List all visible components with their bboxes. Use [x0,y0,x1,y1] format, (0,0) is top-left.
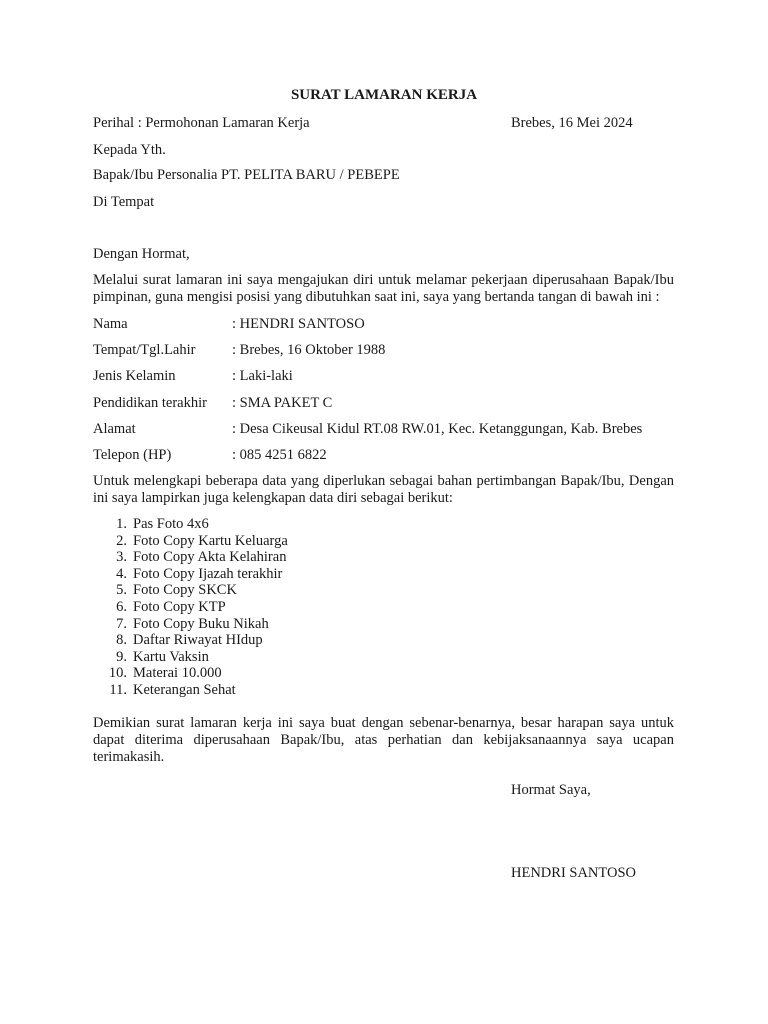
list-item-text: Foto Copy Kartu Keluarga [133,532,288,549]
field-value-nama: : HENDRI SANTOSO [232,316,365,332]
field-label-pendidikan: Pendidikan terakhir [93,395,207,411]
signature-name: HENDRI SANTOSO [511,865,637,881]
list-item-number: 7. [116,615,127,632]
field-label-alamat: Alamat [93,421,136,437]
field-label-nama: Nama [93,316,128,332]
list-item [93,616,288,633]
field-value-telepon: : 085 4251 6822 [232,447,327,463]
letter-subject: Perihal : Permohonan Lamaran Kerja [93,115,310,131]
attachments-intro: Untuk melengkapi beberapa data yang diperlukan sebagai bahan pertimbangan Bapak/Ibu, Dengan ini saya lampirkan juga kelengkapan data diri sebagai berikut: [93,473,674,506]
list-item [93,566,288,583]
attachments-list [93,516,288,699]
field-label-ttl: Tempat/Tgl.Lahir [93,342,196,358]
list-item-number: 5. [116,582,127,599]
field-label-telepon: Telepon (HP) [93,447,172,463]
list-item-number: 11. [109,681,127,698]
list-item-text: Pas Foto 4x6 [133,516,209,532]
letter-title: SURAT LAMARAN KERJA [290,87,478,103]
list-item [93,533,288,550]
list-item-number: 2. [116,532,127,549]
list-item-number: 4. [116,565,127,582]
closing-paragraph: Demikian surat lamaran kerja ini saya buat dengan sebenar-benarnya, besar harapan saya untuk dapat diterima diperusahaan Bapak/Ibu, atas perhatian dan kebijaksanaannya saya ucapan terimakasih. [93,715,674,765]
list-item-number: 9. [116,648,127,665]
list-item-text: Daftar Riwayat HIdup [133,632,263,649]
list-item-text: Keterangan Sehat [133,681,236,698]
list-item-number: 10. [108,665,127,682]
regards: Hormat Saya, [511,782,591,798]
list-item-number: 3. [116,549,127,566]
list-item [93,599,288,616]
list-item [93,516,288,533]
list-item-text: Materai 10.000 [133,665,222,682]
field-value-jenis-kelamin: : Laki-laki [232,368,293,384]
list-item-text: Foto Copy KTP [133,598,226,615]
intro-paragraph: Melalui surat lamaran ini saya mengajukan diri untuk melamar pekerjaan diperusahaan Bapak/Ibu pimpinan, guna mengisi posisi yang dibutuhkan saat ini, saya yang bertanda tangan di bawah ini : [93,272,674,305]
list-item-text: Foto Copy SKCK [133,582,237,599]
recipient-line-2: Bapak/Ibu Personalia PT. PELITA BARU / PEBEPE [93,167,400,183]
list-item-text: Kartu Vaksin [133,648,209,665]
greeting: Dengan Hormat, [93,246,190,262]
letter-place-date: Brebes, 16 Mei 2024 [511,115,633,131]
recipient-line-1: Kepada Yth. [93,142,166,158]
field-label-jenis-kelamin: Jenis Kelamin [93,368,176,384]
field-value-ttl: : Brebes, 16 Oktober 1988 [232,342,386,358]
list-item-text: Foto Copy Ijazah terakhir [133,565,283,582]
list-item-number: 8. [116,632,127,649]
list-item [93,649,288,666]
recipient-line-3: Di Tempat [93,194,155,210]
list-item [93,582,288,599]
list-item-text: Foto Copy Akta Kelahiran [133,549,287,566]
list-item-number: 1. [116,516,127,532]
list-item-text: Foto Copy Buku Nikah [133,615,269,632]
list-item-number: 6. [116,598,127,615]
list-item [93,682,288,699]
list-item [93,665,288,682]
list-item [93,632,288,649]
field-value-alamat: : Desa Cikeusal Kidul RT.08 RW.01, Kec. Ketanggungan, Kab. Brebes [232,421,643,437]
field-value-pendidikan: : SMA PAKET C [232,395,333,411]
list-item [93,549,288,566]
